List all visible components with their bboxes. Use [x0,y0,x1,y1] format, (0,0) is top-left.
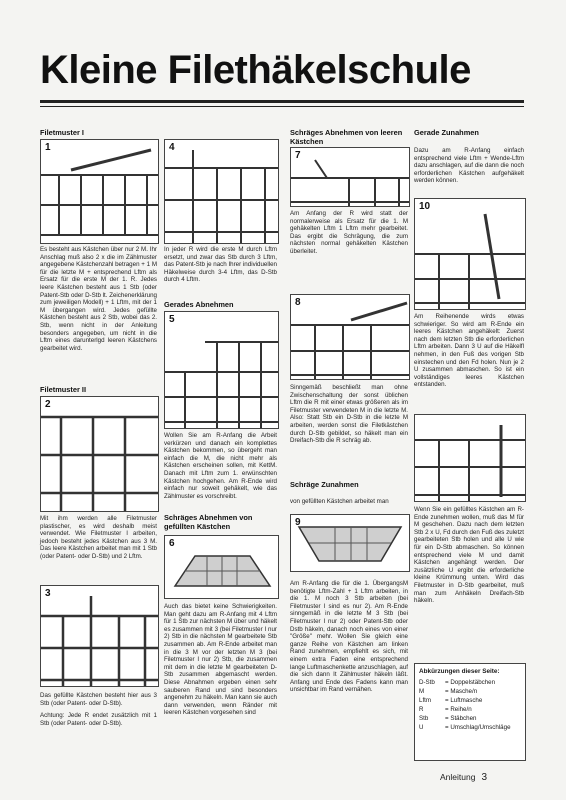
text-achtung: Achtung: Jede R endet zusätzlich mit 1 Stb (oder Patent- oder D-Stb). [40,712,157,727]
figure-number: 1 [45,142,51,153]
crochet-illustration-4 [165,140,278,243]
abbreviation-row: U = Umschlag/Umschläge [419,724,511,731]
text-schraeges-abnehmen-gefuellt: Auch das bietet keine Schwierigkeiten. Man geht dazu am R-Anfang mit 4 Lftm für 1 Stb zur nächsten M über und häkelt es zusammen mit 3 (bei Filetmuster I nur 2) Stb in die nächsten M gearbeitete Stb zusammen ab. Am R-Ende arbeitet man in die 3 M vor der letzten M 3 (bei Filetmuster I nur 2) Stb, die zusammen mit dem in die letzte M gearbeiteten D-Stb zusammen abgemascht werden. Diese Abnahmen ergeben einen sehr sauberen Rand und sind besonders angenehm zu häkeln. Man kann sie auch dann verwenden, wenn Ränder mit leeren Kästchen vorgesehen sind [164,603,277,717]
heading-gerades-abnehmen: Gerades Abnehmen [164,300,234,309]
figure-number: 3 [45,588,51,599]
abbreviations-heading: Abkürzungen dieser Seite: [419,668,500,675]
text-filetmuster-2: Mit ihm werden alle Filetmuster plastischer, es wird deshalb meist verwendet. Wie Filetmuster I arbeiten, jedoch besteht jedes Kästchen aus 3 M. Das leere Kästchen arbeitet man mit 1 Stb (oder Patent- oder D-Stb) und 2 Lftm. [40,515,157,560]
figure-number: 4 [169,142,175,153]
abbreviation-row: M = Masche/n [419,688,478,695]
heading-gerade-zunahmen: Gerade Zunahmen [414,128,479,137]
crochet-illustration-9 [291,515,409,571]
text-gerade-zunahmen-2: Am Reihenende wirds etwas schwieriger. So wird am R-Ende ein leeres Kästchen angehäkelt: Zuerst nach dem letzten Stb die erforderlichen Lftm arbeiten. Dann 3 U auf die Häkelfl nehmen, in den Fuß des vorigen Stb einstechen und den Fd holen. Nun je 2 U zusammen abmaschen. So ist ein vollständiges leeres Kästchen entstanden. [414,313,524,389]
figure-number: 9 [295,517,301,528]
figure-number: 2 [45,399,51,410]
title-rule-thin [40,106,524,107]
heading-schraeges-abnehmen-leer: Schräges Abnehmen von leeren Kästchen [290,128,403,146]
figure-number: 8 [295,297,301,308]
text-schraeges-abnehmen-leer: Am Anfang der R wird statt der normalerweise als Ersatz für die 1. M gehäkelten Lftm 1 Lftm mehr gearbeitet. Das ergibt die Schrägung, die zum nächsten normal gehäkelten Kästchen überleitet. [290,210,408,255]
crochet-illustration-11 [415,415,525,501]
text-gerade-zunahmen-3: Wenn Sie ein gefülltes Kästchen am R-Ende zunehmen wollen, muß das M für M geschehen. Dazu nach dem letzten Stb 2 x U, Fd durch den Fuß des zuletzt gearbeiteten Stb holen und alle U wie für ein D-Stb abmaschen. So können entsprechend viele M und damit Kästchen angehängt werden. Der zusätzliche U ergibt die erforderliche kleine Krümmung unten. Wird das Filetmuster in D-Stb gearbeitet, muß man zum Anhäkeln Dreifach-Stb häkeln. [414,506,524,605]
heading-filetmuster-1: Filetmuster I [40,128,84,137]
text-figure-3: Das gefüllte Kästchen besteht hier aus 3 Stb (oder Patent- oder D-Stb). [40,692,157,707]
text-gerades-abnehmen: Wollen Sie am R-Anfang die Arbeit verkürzen und danach ein komplettes Kästchen bekommen, so übergeht man einfach die M, die nicht mehr als Kästchen erscheinen sollen, mit KettM. Danach mit Lftm zum 1. erwünschten Kästchen hochgehen. Am R-Ende wird einfach nur soweit gehäkelt, wie das Zählmuster es vorschreibt. [164,432,277,500]
figure-2 [40,396,159,512]
crochet-illustration-3 [41,586,158,686]
figure-3 [40,585,159,687]
abbreviation-row: Stb = Stäbchen [419,715,477,722]
abbreviations-box [414,663,526,761]
heading-schraeges-abnehmen-gefuellt: Schräges Abnehmen von gefüllten Kästchen [164,513,253,531]
text-schraege-zunahmen: Am R-Anfang die für die 1. ÜbergangsM benötigte Lftm-Zahl + 1 Lftm arbeiten, in die 1. M noch 3 Stb arbeiten (bei Filetmuster I sind es nur 2). Am R-Ende sinngemäß in die letzte M 3 Stb (bei Filetmuster I nur 2) oder Patent-Stb oder Dstb häkeln, danach noch eines von einer "Größe" mehr. Wollen Sie gleich eine ganze Reihe von Kästchen am linken Rand zunehmen, empfiehlt es sich, mit einem extra Faden eine entsprechend lange Luftmaschenkette anzuschlagen, auf die sich dann It Zählmuster häkeln läßt. Anfang und Ende des Fadens kann man unsichtbar im Rand vernähen. [290,580,408,694]
figure-11 [414,414,526,502]
title-rule [40,100,524,103]
figure-number: 5 [169,314,175,325]
figure-9 [290,514,410,572]
crochet-illustration-6 [165,536,278,598]
crochet-illustration-8 [291,295,409,379]
text-schraege-zunahmen-intro: von gefüllten Kästchen arbeitet man [290,498,389,505]
crochet-illustration-5 [165,312,278,428]
figure-10 [414,198,526,310]
figure-5 [164,311,279,429]
abbreviation-row: R = Reihe/n [419,706,472,713]
figure-7 [290,147,410,207]
text-figure-4: In jeder R wird die erste M durch Lftm ersetzt, und zwar das Stb durch 3 Lftm, das Patent-Stb je nach Ihrer individuellen Häkelweise durch 3-4 Lftm, das D-Stb durch 4 Lftm. [164,246,277,284]
crochet-illustration-7 [291,148,409,206]
text-schraeges-abnehmen-leer-2: Sinngemäß beschließt man ohne Zwischenschaltung der sonst üblichen Lftm die R mit einer etwas größeren als im Filetmuster verwendeten M in die letzte M. Also: Statt Stb ein D-Stb in die letzte M arbeiten, werden sonst die Filetkästchen durch D-Stb gebildet, so häkelt man ein Dreifach-Stb die R schräg ab. [290,384,408,445]
footer-label: Anleitung [440,772,476,782]
text-gerade-zunahmen: Dazu am R-Anfang einfach entsprechend viele Lftm + Wende-Lftm dazu anschlagen, auf die dann die noch erforderlichen Kästchen aufgehäkelt werden können. [414,147,524,185]
figure-6 [164,535,279,599]
figure-1 [40,139,159,244]
crochet-illustration-2 [41,397,158,511]
page-footer [440,772,487,783]
crochet-illustration-10 [415,199,525,309]
page-title: Kleine Filethäkelschule [40,48,471,92]
abbreviation-row: D-Stb = Doppelstäbchen [419,679,496,686]
figure-number: 6 [169,538,175,549]
heading-schraege-zunahmen: Schräge Zunahmen [290,480,359,489]
page-number: 3 [481,772,488,783]
heading-filetmuster-2: Filetmuster II [40,385,86,394]
figure-number: 10 [419,201,431,212]
figure-4 [164,139,279,244]
abbreviation-row: Lftm = Luftmasche [419,697,483,704]
crochet-illustration-1 [41,140,158,243]
text-filetmuster-1: Es besteht aus Kästchen über nur 2 M. Ihr Anschlag muß also 2 x die im Zählmuster angegebene Kästchenzahl betragen + 1 M für die letzte M + entsprechend Lftm als Ersatz für die erste M der 1. R. Jedes leere Kästchen besteht aus 1 Stb (oder Patent-Stb oder D-Stb lt. Zeichenerklärung zum jeweiligen Modell) + 1 Lftm, mit der 1 M übergangen wird. Jedes gefüllte Kästchen besteht aus 2 Stb, wobei das 2. Stb, wenn nicht in der Anleitung besonders angegeben, um nicht in die Lftm eines darunterlgd leeren Kästchens gearbeitet wird. [40,246,157,352]
figure-number: 7 [295,150,301,161]
figure-8 [290,294,410,380]
